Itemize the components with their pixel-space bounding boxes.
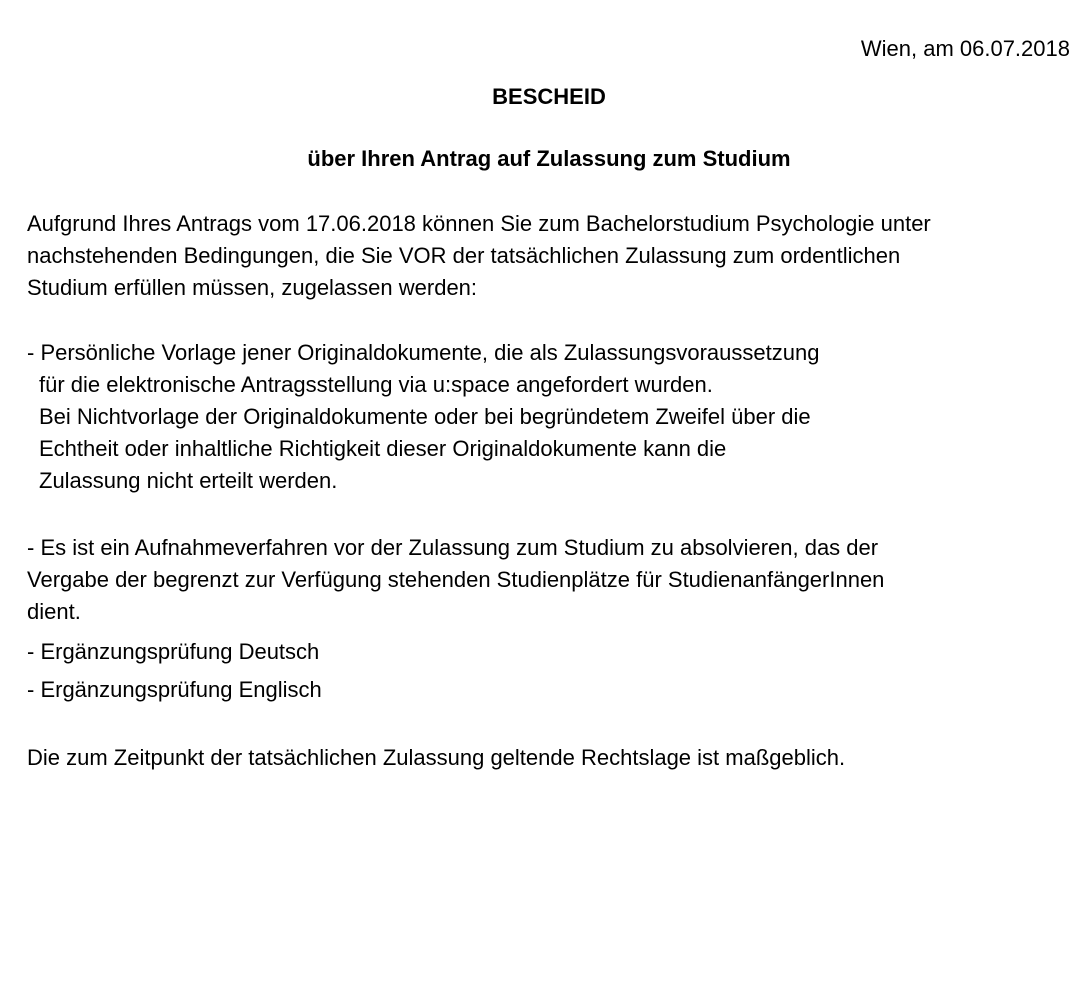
document-subtitle: über Ihren Antrag auf Zulassung zum Studium [307,146,791,171]
condition-line: Bei Nichtvorlage der Originaldokumente oder bei begründetem Zweifel über die [39,404,811,429]
final-statement-line: Die zum Zeitpunkt der tatsächlichen Zulassung geltende Rechtslage ist maßgeblich. [27,745,846,770]
intro-paragraph [27,208,1072,304]
condition-exam-german [27,636,1072,668]
intro-line: Aufgrund Ihres Antrags vom 17.06.2018 können Sie zum Bachelorstudium Psychologie unter [27,211,931,236]
intro-line: Studium erfüllen müssen, zugelassen werden: [27,275,478,300]
condition-line: Zulassung nicht erteilt werden. [39,468,338,493]
condition-line: - Ergänzungsprüfung Englisch [27,677,322,702]
document-date: Wien, am 06.07.2018 [860,36,1070,61]
intro-line: nachstehenden Bedingungen, die Sie VOR der tatsächlichen Zulassung zum ordentlichen [27,243,901,268]
document-title: BESCHEID [492,84,606,109]
condition-line: - Ergänzungsprüfung Deutsch [27,639,320,664]
condition-admission-procedure [27,532,1072,628]
condition-line: Echtheit oder inhaltliche Richtigkeit dieser Originaldokumente kann die [39,436,727,461]
condition-line: für die elektronische Antragsstellung via u:space angefordert wurden. [39,372,713,397]
condition-line: - Es ist ein Aufnahmeverfahren vor der Zulassung zum Studium zu absolvieren, das der [27,535,879,560]
condition-original-documents [27,337,1072,497]
condition-line: dient. [27,599,81,624]
condition-line: Vergabe der begrenzt zur Verfügung stehenden Studienplätze für StudienanfängerInnen [27,567,885,592]
condition-line: - Persönliche Vorlage jener Originaldokumente, die als Zulassungsvoraussetzung [27,340,820,365]
condition-exam-english [27,674,1072,706]
final-statement [27,742,1072,774]
